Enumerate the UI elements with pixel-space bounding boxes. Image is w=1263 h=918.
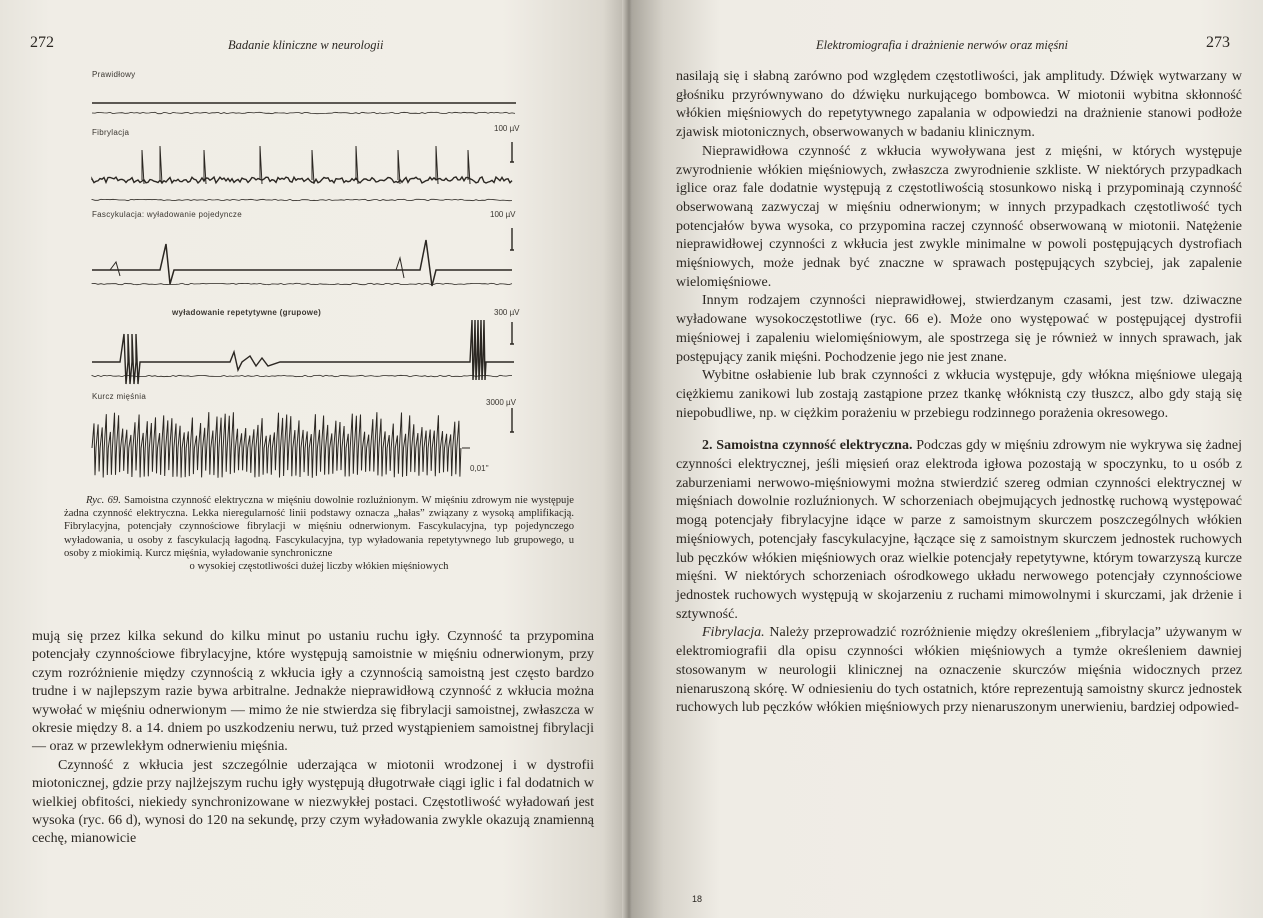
scale-fasciculation-single: 100 µV [490, 210, 516, 219]
right-paragraph: Wybitne osłabienie lub brak czynności z wkłucia występuje, gdy włókna mięśniowe ulegają ciężkiemu zanikowi lub zostają zastąpione przez tkankę włóknistą czy tłuszcz, albo gdy stają się niepobudliwe, np. w ciężkim porażeniu w przebiegu rodzinnego porażenia okresowego. [676, 368, 1242, 421]
scale-fibrillation: 100 µV [494, 124, 520, 133]
calibration-bar [510, 322, 514, 344]
caption-label: Ryc. 69. [86, 495, 121, 506]
caption-last-line: o wysokiej częstotliwości dużej liczby włókien mięśniowych [189, 561, 449, 573]
fibrillation-spike [398, 150, 400, 184]
emg-traces [0, 0, 628, 500]
trace-fibrillation [92, 146, 512, 201]
section-heading: 2. Samoistna czynność elektryczna. [702, 438, 913, 454]
section-text: Podczas gdy w mięśniu zdrowym nie wykrywa się żadnej czynności elektrycznej, jeśli mięsień oraz elektroda igłowa pozostają w spoczynku, to u osób z zaburzeniami nerwowo-mięśniowymi można stwierdzić szereg odmian czynności elektrycznej w mięśniach dowolnie rozluźnionych. W schorzeniach obejmujących jednostkę ruchową występować mogą potencjały fibrylacyjne idące w parze z samoistnym skurczem poszczególnych włókien mięśniowych, potencjały fascykulacyjne, łączące się z samoistnym skurczem jednostek ruchowych lub pęczków włókien mięśniowych oraz wielkie potencjały repetytywne, którym towarzyszą kurcze mięśni. W niektórych schorzeniach ośrodkowego układu nerwowego potencjały czynnościowe jednostek ruchowych występują w skojarzeniu z ruchami mimowolnymi i skurczami, jak drżenie i sztywność. [676, 438, 1243, 622]
fasciculation-repetitive-noise [92, 375, 512, 376]
page-number-left: 272 [30, 34, 54, 51]
fibrillation-spike [312, 150, 314, 184]
left-page [0, 0, 628, 918]
fasciculation-blip [110, 262, 120, 276]
fasciculation-blip [396, 258, 404, 278]
fibrillation-spike [160, 146, 162, 184]
trace-label-fasciculation-repetitive: wyładowanie repetytywne (grupowe) [172, 308, 322, 317]
fibrillation-noise [92, 199, 512, 200]
calibration-bar [510, 408, 514, 432]
fibrillation-spike [260, 146, 262, 184]
scale-fasciculation-repetitive: 300 µV [494, 308, 520, 317]
trace-label-fasciculation-single: Fascykulacja: wyładowanie pojedyncze [92, 210, 242, 219]
running-head-right: Elektromiografia i drażnienie nerwów oraz mięśni [816, 38, 1068, 52]
fasciculation-noise [92, 283, 512, 284]
right-paragraph: nasilają się i słabną zarówno pod względem częstotliwości, jak amplitudy. Dźwięk wytwarzany w głośniku przyrównywano do dźwięku nurkującego bombowca. W miotonii wybitna skłonność włókien mięśniowych do repetytywnego zapalania w odpowiedzi na drażnienie stanowi podłoże zjawisk miotonicznych, obserwowanych w badaniu klinicznym. [676, 69, 1242, 141]
calibration-bar [510, 142, 514, 162]
cramp-discharge [92, 412, 461, 478]
fibrillation-term: Fibrylacja. [702, 625, 765, 641]
fibrillation-line [92, 177, 512, 183]
trace-label-cramp: Kurcz mięśnia [92, 392, 147, 401]
trace-label-normal: Prawidłowy [92, 70, 136, 79]
trace-fasciculation-repetitive [92, 320, 514, 384]
normal-noise [92, 112, 515, 113]
fasciculation-single-line [92, 240, 512, 286]
right-paragraph: Nieprawidłowa czynność z wkłucia wywoływana jest z mięśni, w których występuje zwyrodnienie włókien mięśniowych, zwłaszcza zwyrodnienie szkliste. W niektórych przypadkach iglice oraz fale dodatnie występują z częstotliwością stosunkowo niską i przypominają czynność obserwowaną zazwyczaj w mięśniu odnerwionym; w innych przypadkach częstotliwość tych potencjałów bywa wysoka, co przypomina raczej czynność obserwowaną w miotonii. Natężenie nieprawidłowej czynności z wkłucia jest zwykle minimalne w powoli postępujących dystrofiach mięśniowych, może jednak być znaczne w sprawach postępujących szybciej, jak zapalenie wielomięśniowe. [676, 143, 1242, 290]
figure-caption [64, 494, 574, 573]
left-body-text [32, 628, 594, 849]
fibrillation-spike [142, 150, 144, 184]
right-body-text [676, 68, 1242, 718]
right-paragraph: Innym rodzajem czynności nieprawidłowej, stwierdzanym czasami, jest tzw. dziwaczne wyładowane wysokoczęstotliwe (ryc. 66 e). Może ono występować w postępującej dystrofii mięśniowej i zapaleniu wielomięśniowym, ale spostrzega się je również w innych sprawach, jak postępujący zanik mięśni. Pochodzenie jego nie jest znane. [676, 293, 1242, 365]
scale-cramp: 3000 µV [486, 398, 516, 407]
left-paragraph: mują się przez kilka sekund do kilku minut po ustaniu ruchu igły. Czynność ta przypomina potencjały czynnościowe fibrylacyjne, które występują samoistnie w mięśniu odnerwionym, przy czym rozróżnienie między czynnością z wkłucia igły a czynnością samoistną jest często bardzo trudne i w najlepszym razie bywa arbitralne. Jednakże nieprawidłową czynność z wkłucia można wywołać w mięśniu odnerwionym — mimo że nie stwierdza się fibrylacji samoistnej, zwłaszcza w okresie między 8. a 14. dniem po uszkodzeniu nerwu, tuż przed wystąpieniem samoistnej fibrylacji — oraz w przewlekłym odnerwieniu mięśnia. [32, 629, 594, 755]
caption-body: Samoistna czynność elektryczna w mięśniu dowolnie rozluźnionym. W mięśniu zdrowym nie występuje żadna czynność elektryczna. Lekka nieregularność linii podstawy oznacza „hałas” związany z wysoką amplifikacją. Fibrylacyjna, potencjały czynnościowe fibrylacji w mięśniu odnerwionym. Fascykulacyjna, typ pojedynczego wyładowania, u osoby z fascykulacją łagodną. Fascykulacyjna, typ wyładowania repetytywnego lub grupowego, u osoby z miokimią. Kurcz mięśnia, wyładowanie synchroniczne [64, 495, 574, 559]
page-number-right: 273 [1206, 34, 1230, 51]
section-paragraph [676, 437, 1242, 624]
fibrillation-text: Należy przeprowadzić rozróżnienie między określeniem „fibrylacja” używanym w elektromiografii dla opisu czynności włókien mięśniowych a tymże określeniem dawniej stosowanym w neurologii klinicznej na oznaczenie skurczów mięśnia widocznych przez nienaruszoną skórę. W odniesieniu do tych ostatnich, które reprezentują samoistny skurcz jednostek ruchowych lub pęczków włókien mięśniowych przy nienaruszonym unerwieniu, bardziej odpowied- [676, 625, 1242, 716]
right-page [632, 0, 1263, 918]
trace-cramp [92, 412, 470, 478]
scale-time: 0,01'' [470, 464, 489, 473]
left-paragraph: Czynność z wkłucia jest szczególnie uderzająca w miotonii wrodzonej i w dystrofii miotonicznej, gdzie przy najlżejszym ruchu igły występują długotrwałe ciągi iglic i fal dodatnich w wielkiej obfitości, niekiedy synchronizowane w niezwykłej postaci. Częstotliwość wyładowań jest wysoka (ryc. 66 d), wynosi do 120 na sekundę, przy czym wyładowania zwykle okazują znamienną cechę, mianowicie [32, 757, 594, 847]
calibration-bar [510, 228, 514, 250]
calibration-bars [510, 142, 514, 432]
running-head-left: Badanie kliniczne w neurologii [228, 38, 384, 52]
fasciculation-repetitive-line [92, 320, 514, 384]
signature-mark: 18 [692, 894, 703, 904]
trace-label-fibrillation: Fibrylacja [92, 128, 130, 137]
trace-normal [92, 103, 516, 114]
fibrillation-spike [436, 146, 438, 184]
trace-fasciculation-single [92, 240, 512, 286]
fibrillation-paragraph [676, 624, 1242, 718]
